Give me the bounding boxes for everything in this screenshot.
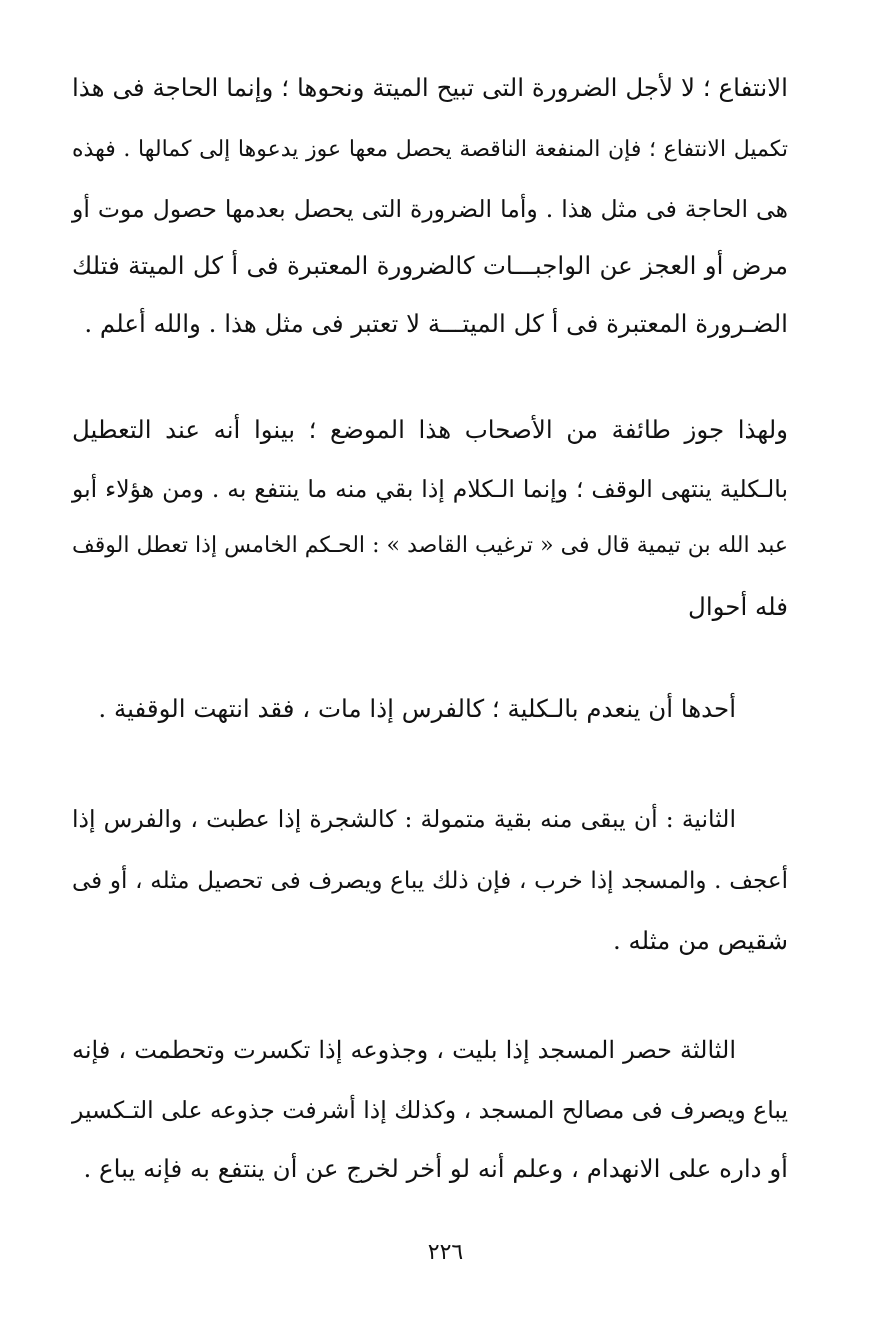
text-line: ولهذا جوز طائفة من الأصحاب هذا الموضع ؛ بينوا أنه عند التعطيل [72,415,788,444]
text-line: أو داره على الانهدام ، وعلم أنه لو أخر لخرج عن أن ينتفع به فإنه يباع . [83,1154,788,1183]
text-line: تكميل الانتفاع ؛ فإن المنفعة الناقصة يحصل معها عوز يدعوها إلى كمالها . فهذه [72,137,788,162]
text-line: الثانية : أن يبقى منه بقية متمولة : كالشجرة إذا عطبت ، والفرس إذا [72,805,736,833]
text-line: شقيص من مثله . [612,926,788,955]
text-line: بالـكلية ينتهى الوقف ؛ وإنما الـكلام إذا بقي منه ما ينتفع به . ومن هؤلاء أبو [72,475,788,503]
text-line: يباع ويصرف فى مصالح المسجد ، وكذلك إذا أشرفت جذوعه على التـكسير [72,1096,788,1124]
text-line: أعجف . والمسجد إذا خرب ، فإن ذلك يباع ويصرف فى تحصيل مثله ، أو فى [72,868,788,894]
page-number: ٢٢٦ [427,1240,464,1265]
text-line: الضـرورة المعتبرة فى أ كل الميتـــة لا تعتبر فى مثل هذا . والله أعلم . [84,309,788,338]
text-line: هى الحاجة فى مثل هذا . وأما الضرورة التى يحصل بعدمها حصول موت أو [72,195,788,223]
text-line: عبد الله بن تيمية قال فى « ترغيب القاصد » : الحـكم الخامس إذا تعطل الوقف [72,533,788,558]
text-line: أحدها أن ينعدم بالـكلية ؛ كالفرس إذا مات ، فقد انتهت الوقفية . [98,694,736,723]
text-line: مرض أو العجز عن الواجبـــات كالضرورة المعتبرة فى أ كل الميتة فتلك [72,251,788,280]
text-line: الثالثة حصر المسجد إذا بليت ، وجذوعه إذا تكسرت وتحطمت ، فإنه [72,1036,736,1064]
text-line: فله أحوال [688,592,788,621]
text-line: الانتفاع ؛ لا لأجل الضرورة التى تبيح الميتة ونحوها ؛ وإنما الحاجة فى هذا [72,73,788,102]
